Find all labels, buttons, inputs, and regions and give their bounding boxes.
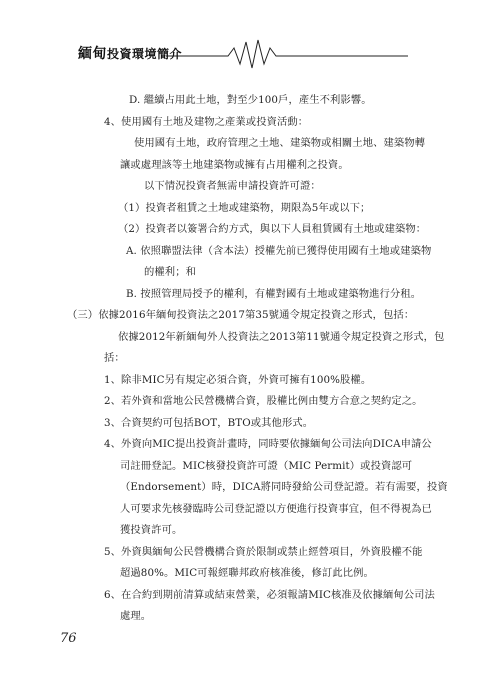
text-line: 2、若外資和當地公民營機構合資，股權比例由雙方合意之契約定之。 <box>104 395 423 407</box>
document-body <box>60 90 448 628</box>
text-line: 4、外資向MIC提出投資計畫時，同時要依據緬甸公司法向DICA申請公 <box>104 438 432 450</box>
text-line: 獲投資許可。 <box>120 524 183 536</box>
text-line: 超過80%。MIC可報經聯邦政府核准後，修訂此比例。 <box>120 567 374 579</box>
text-line: 的權利；和 <box>144 266 196 278</box>
text-line: 4、使用國有土地及建物之產業或投資活動： <box>104 115 309 128</box>
text-line: 依據2012年新緬甸外人投資法之2013第11號通令規定投資之形式，包 <box>118 330 445 343</box>
text-line: B. 按照管理局授予的權利，有權對國有土地或建築物進行分租。 <box>126 287 422 300</box>
text-line: 處理。 <box>120 610 152 622</box>
header-title <box>78 43 182 63</box>
text-line: 1、除非MIC另有規定必須合資，外資可擁有100%股權。 <box>104 373 372 386</box>
header-title-prefix: 緬甸 <box>78 46 107 62</box>
text-line: 人可要求先核發臨時公司登記證以方便進行投資事宜，但不得視為已 <box>120 502 432 515</box>
text-line: A. 依照聯盟法律（含本法）授權先前已獲得使用國有土地或建築物 <box>126 244 432 257</box>
text-line: 以下情況投資者無需申請投資許可證： <box>144 180 321 192</box>
text-line: 使用國有土地，政府管理之土地、建築物或相關土地、建築物轉 <box>134 137 426 149</box>
text-line: （2）投資者以簽署合約方式，與以下人員租賃國有土地或建築物： <box>118 223 427 235</box>
text-line: 司註冊登記。MIC核發投資許可證（MIC Permit）或投資認可 <box>120 459 413 472</box>
text-line: 3、合資契約可包括BOT，BTO或其他形式。 <box>104 416 314 429</box>
text-line: 讓或處理該等土地建築物或擁有占用權利之投資。 <box>120 158 349 171</box>
text-line: 括： <box>104 352 125 364</box>
text-line: （三）依據2016年緬甸投資法之2017第35號通令規定投資之形式，包括： <box>67 309 415 321</box>
text-line: 6、在合約到期前清算或結束營業，必須報請MIC核准及依據緬甸公司法 <box>104 588 435 601</box>
text-line: （1）投資者租賃之土地或建築物，期限為5年或以下； <box>118 201 371 214</box>
page-number: 76 <box>60 631 77 646</box>
text-line: 5、外資與緬甸公民營機構合資於限制或禁止經營項目，外資股權不能 <box>104 545 423 558</box>
text-line: （Endorsement）時，DICA將同時發給公司登記證。若有需要，投資 <box>120 481 448 493</box>
text-line: D. 繼續占用此土地，對至少100戶，產生不利影響。 <box>129 94 372 106</box>
header-title-rest: 投資環境簡介 <box>107 47 183 61</box>
page-header <box>78 30 408 70</box>
